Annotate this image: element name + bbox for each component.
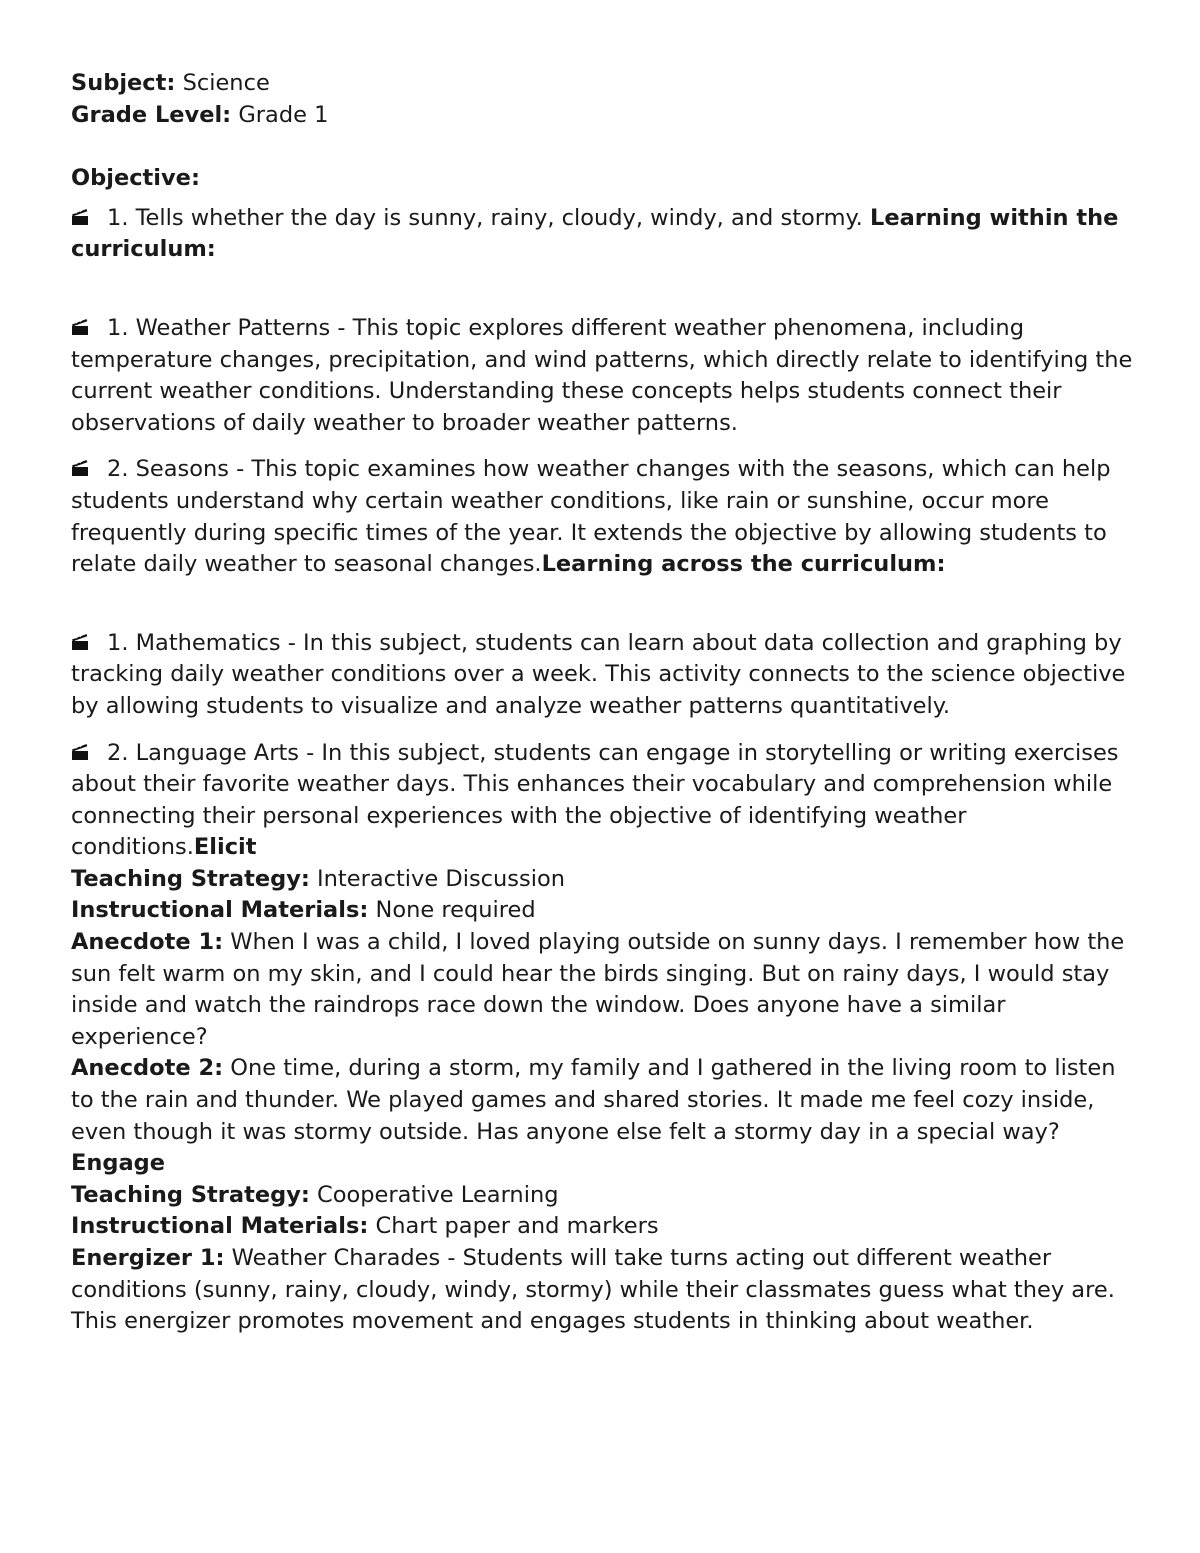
- clapperboard-icon: [71, 318, 89, 336]
- elicit-strategy-label: Teaching Strategy:: [71, 865, 310, 892]
- lesson-plan-document: [71, 68, 1133, 1338]
- anecdote-2-label: Anecdote 2:: [71, 1055, 224, 1082]
- list-item: [71, 738, 1133, 864]
- subject-value: Science: [182, 70, 270, 96]
- energizer-1-label: Energizer 1:: [71, 1245, 225, 1271]
- anecdote-2: [71, 1053, 1133, 1148]
- engage-strategy-line: [71, 1180, 1133, 1212]
- elicit-materials-line: [71, 895, 1133, 927]
- engage-materials-label: Instructional Materials:: [71, 1213, 369, 1240]
- elicit-strategy-value: Interactive Discussion: [317, 865, 566, 892]
- list-item: [71, 628, 1133, 723]
- clapperboard-icon: [71, 459, 89, 477]
- clapperboard-icon: [71, 633, 89, 651]
- across-item-text: 1. Mathematics - In this subject, students can learn about data collection and graphing by tracking daily weather conditions over a week. This activity connects to the science objective by allowing students to visualize and analyze weather patterns quantitatively.: [71, 629, 1126, 719]
- anecdote-1: [71, 927, 1133, 1053]
- anecdote-1-text: When I was a child, I loved playing outside on sunny days. I remember how the sun felt warm on my skin, and I could hear the birds singing. But on rainy days, I would stay inside and watch the raindrops race down the window. Does anyone have a similar experience?: [71, 929, 1125, 1050]
- list-item: [71, 454, 1133, 580]
- elicit-materials-label: Instructional Materials:: [71, 897, 369, 924]
- objective-item-text: 1. Tells whether the day is sunny, rainy, cloudy, windy, and stormy.: [107, 204, 863, 231]
- list-item: [71, 313, 1133, 439]
- elicit-materials-value: None required: [375, 897, 536, 924]
- grade-value: Grade 1: [238, 101, 329, 128]
- clapperboard-icon: [71, 743, 89, 761]
- anecdote-1-label: Anecdote 1:: [71, 929, 224, 956]
- engage-strategy-label: Teaching Strategy:: [71, 1181, 310, 1208]
- clapperboard-icon: [71, 208, 89, 226]
- engage-heading: Engage: [71, 1150, 166, 1177]
- learning-across-heading: Learning across the curriculum:: [541, 551, 946, 578]
- anecdote-2-text: One time, during a storm, my family and I gathered in the living room to listen to the rain and thunder. We played games and shared stories. It made me feel cozy inside, even though it was stormy outside. Has anyone else felt a stormy day in a special way?: [71, 1055, 1116, 1145]
- within-item-text: 2. Seasons - This topic examines how weather changes with the seasons, which can help students understand why certain weather conditions, like rain or sunshine, occur more frequently during specific times of the year. It extends the objective by allowing students to relate daily weather to seasonal changes.: [71, 456, 1111, 578]
- objective-heading: Objective:: [71, 165, 200, 192]
- objective-item: [71, 203, 1133, 266]
- energizer-1: [71, 1243, 1133, 1338]
- elicit-heading: Elicit: [193, 834, 257, 861]
- engage-strategy-value: Cooperative Learning: [317, 1181, 559, 1208]
- subject-label: Subject:: [71, 70, 176, 96]
- engage-materials-line: [71, 1211, 1133, 1243]
- across-item-text: 2. Language Arts - In this subject, students can engage in storytelling or writing exercises about their favorite weather days. This enhances their vocabulary and comprehension while connecting their personal experiences with the objective of identifying weather conditions.: [71, 739, 1119, 861]
- grade-line: [71, 100, 1133, 132]
- energizer-1-text: Weather Charades - Students will take turns acting out different weather conditions (sunny, rainy, cloudy, windy, stormy) while their classmates guess what they are. This energizer promotes movement and engages students in thinking about weather.: [71, 1245, 1115, 1335]
- grade-label: Grade Level:: [71, 101, 232, 128]
- engage-materials-value: Chart paper and markers: [375, 1213, 659, 1240]
- within-item-text: 1. Weather Patterns - This topic explores different weather phenomena, including temperature changes, precipitation, and wind patterns, which directly relate to identifying the current weather conditions. Understanding these concepts helps students connect their observations of daily weather to broader weather patterns.: [71, 314, 1133, 436]
- subject-line: [71, 68, 1133, 100]
- elicit-strategy-line: [71, 864, 1133, 896]
- learning-within-heading: Learning within the curriculum:: [71, 204, 1119, 263]
